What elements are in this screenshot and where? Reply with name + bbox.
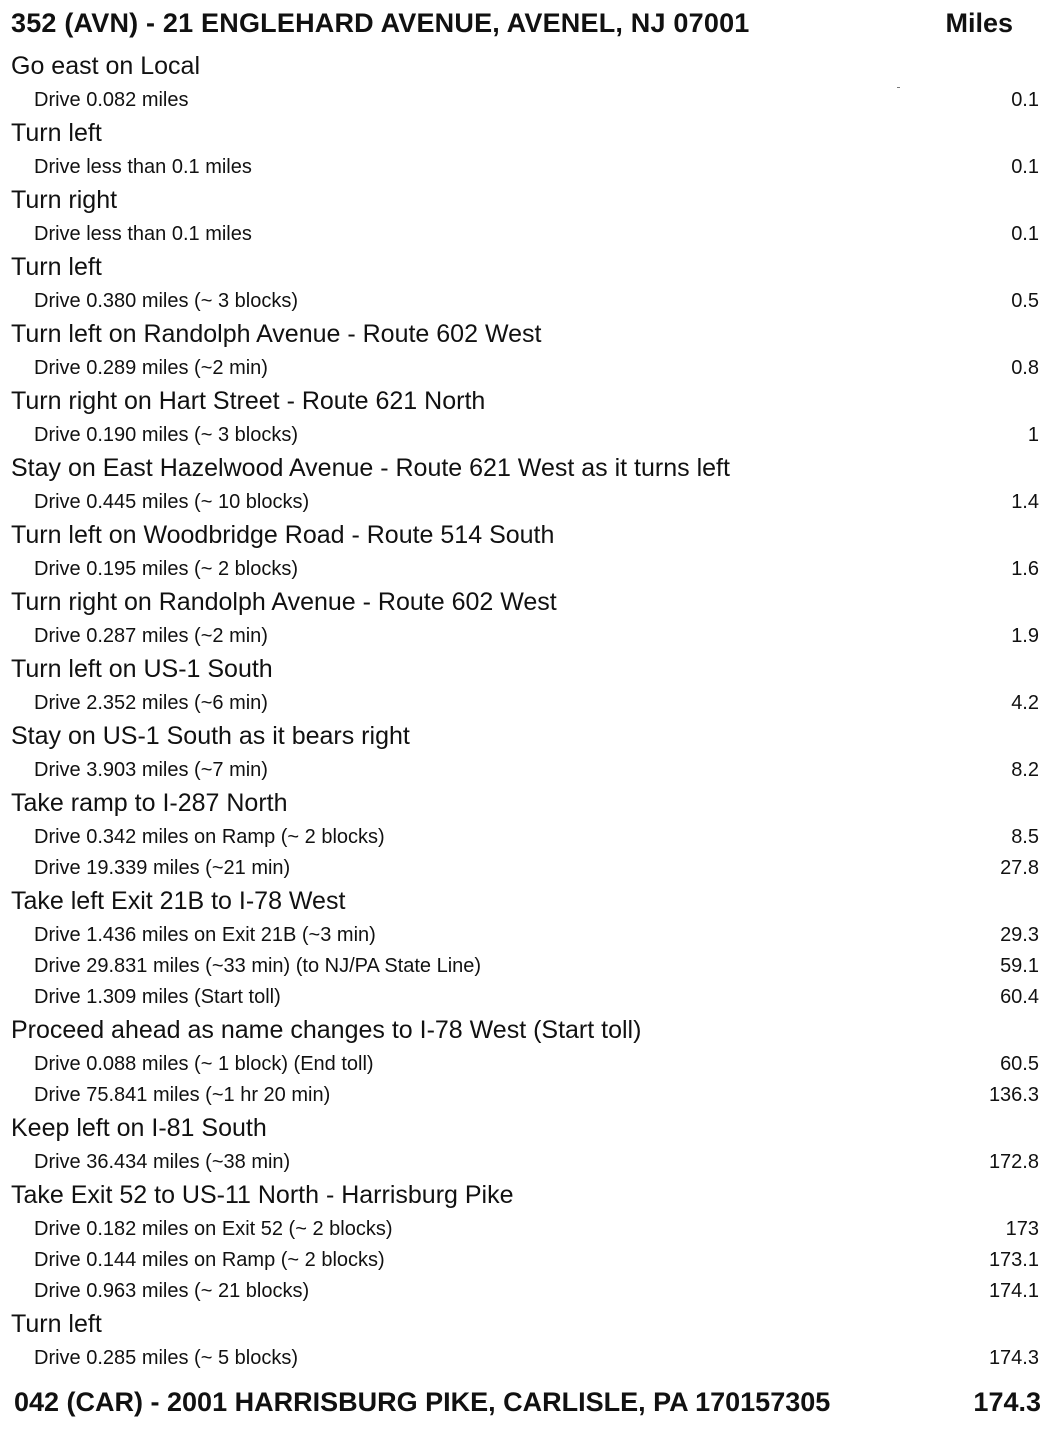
cumulative-miles: 59.1 bbox=[1000, 955, 1039, 977]
cumulative-miles: 174.3 bbox=[988, 1347, 1039, 1369]
drive-text: Drive 29.831 miles (~33 min) (to NJ/PA State Line) bbox=[34, 955, 482, 977]
cumulative-miles: 0.1 bbox=[1011, 223, 1039, 245]
drive-row bbox=[11, 1048, 1039, 1079]
cumulative-miles: 0.1 bbox=[1011, 89, 1039, 111]
step-instruction: Turn right on Randolph Avenue - Route 602 West bbox=[11, 588, 557, 616]
cumulative-miles: 0.1 bbox=[1011, 156, 1039, 178]
drive-text: Drive 0.088 miles (~ 1 block) (End toll) bbox=[34, 1053, 374, 1075]
drive-row bbox=[11, 1342, 1039, 1375]
step-instruction: Stay on East Hazelwood Avenue - Route 621 West as it turns left bbox=[11, 454, 730, 482]
drive-row bbox=[11, 620, 1039, 653]
cumulative-miles: 174.1 bbox=[988, 1280, 1039, 1302]
step-instruction: Stay on US-1 South as it bears right bbox=[11, 722, 410, 750]
drive-text: Drive 1.436 miles on Exit 21B (~3 min) bbox=[34, 924, 376, 946]
drive-text: Drive 0.380 miles (~ 3 blocks) bbox=[34, 290, 298, 312]
drive-text: Drive 0.289 miles (~2 min) bbox=[34, 357, 268, 379]
destination-address: 042 (CAR) - 2001 HARRISBURG PIKE, CARLISLE, PA 170157305 bbox=[14, 1387, 831, 1417]
drive-row bbox=[11, 419, 1039, 452]
drive-row bbox=[11, 919, 1039, 950]
miles-column-header: Miles bbox=[945, 8, 1013, 38]
drive-row bbox=[11, 950, 1039, 981]
drive-text: Drive 0.195 miles (~ 2 blocks) bbox=[34, 558, 298, 580]
drive-row bbox=[11, 1079, 1039, 1112]
cumulative-miles: 60.4 bbox=[1000, 986, 1039, 1008]
cumulative-miles: 29.3 bbox=[1000, 924, 1039, 946]
step-instruction: Turn left bbox=[11, 1310, 102, 1338]
step-instruction: Turn left bbox=[11, 119, 102, 147]
drive-row bbox=[11, 1146, 1039, 1179]
drive-text: Drive 0.287 miles (~2 min) bbox=[34, 625, 268, 647]
drive-text: Drive 0.190 miles (~ 3 blocks) bbox=[34, 424, 298, 446]
drive-text: Drive less than 0.1 miles bbox=[34, 156, 252, 178]
drive-row bbox=[11, 553, 1039, 586]
drive-row bbox=[11, 821, 1039, 852]
drive-text: Drive 3.903 miles (~7 min) bbox=[34, 759, 268, 781]
drive-row bbox=[11, 687, 1039, 720]
drive-row bbox=[11, 1275, 1039, 1308]
header bbox=[11, 8, 1041, 44]
step-instruction: Turn left bbox=[11, 253, 102, 281]
drive-row bbox=[11, 852, 1039, 885]
drive-row bbox=[11, 1213, 1039, 1244]
cumulative-miles: 0.8 bbox=[1011, 357, 1039, 379]
step-instruction: Take left Exit 21B to I-78 West bbox=[11, 887, 346, 915]
total-miles: 174.3 bbox=[973, 1387, 1041, 1417]
cumulative-miles: 8.5 bbox=[1011, 826, 1039, 848]
step-instruction: Go east on Local bbox=[11, 52, 201, 80]
step-instruction: Turn left on US-1 South bbox=[11, 655, 273, 683]
drive-text: Drive 0.342 miles on Ramp (~ 2 blocks) bbox=[34, 826, 385, 848]
drive-text: Drive 0.963 miles (~ 21 blocks) bbox=[34, 1280, 310, 1302]
cumulative-miles: 1.9 bbox=[1011, 625, 1039, 647]
cumulative-miles: 1.6 bbox=[1011, 558, 1039, 580]
cumulative-miles: 172.8 bbox=[988, 1151, 1039, 1173]
drive-text: Drive 1.309 miles (Start toll) bbox=[34, 986, 281, 1008]
cumulative-miles: 1.4 bbox=[1011, 491, 1039, 513]
directions-list bbox=[11, 50, 1039, 1375]
drive-row bbox=[11, 754, 1039, 787]
step-instruction: Keep left on I-81 South bbox=[11, 1114, 267, 1142]
drive-row bbox=[11, 981, 1039, 1014]
origin-address: 352 (AVN) - 21 ENGLEHARD AVENUE, AVENEL, NJ 07001 bbox=[11, 8, 750, 38]
step-instruction: Turn left on Randolph Avenue - Route 602 West bbox=[11, 320, 542, 348]
drive-text: Drive 75.841 miles (~1 hr 20 min) bbox=[34, 1084, 331, 1106]
drive-text: Drive 2.352 miles (~6 min) bbox=[34, 692, 268, 714]
cumulative-miles: 8.2 bbox=[1011, 759, 1039, 781]
drive-text: Drive 0.285 miles (~ 5 blocks) bbox=[34, 1347, 298, 1369]
drive-row bbox=[11, 84, 1039, 117]
cumulative-miles: 4.2 bbox=[1011, 692, 1039, 714]
step-instruction: Take Exit 52 to US-11 North - Harrisburg Pike bbox=[11, 1181, 514, 1209]
drive-text: Drive 0.182 miles on Exit 52 (~ 2 blocks) bbox=[34, 1218, 393, 1240]
cumulative-miles: 27.8 bbox=[1000, 857, 1039, 879]
step-instruction: Take ramp to I-287 North bbox=[11, 789, 288, 817]
cumulative-miles: 0.5 bbox=[1011, 290, 1039, 312]
drive-text: Drive 0.144 miles on Ramp (~ 2 blocks) bbox=[34, 1249, 385, 1271]
drive-row bbox=[11, 218, 1039, 251]
cumulative-miles: 60.5 bbox=[1000, 1053, 1039, 1075]
cumulative-miles: 173.1 bbox=[988, 1249, 1039, 1271]
step-instruction: Turn right on Hart Street - Route 621 North bbox=[11, 387, 486, 415]
drive-row bbox=[11, 151, 1039, 184]
drive-text: Drive less than 0.1 miles bbox=[34, 223, 252, 245]
drive-text: Drive 36.434 miles (~38 min) bbox=[34, 1151, 291, 1173]
step-instruction: Proceed ahead as name changes to I-78 West (Start toll) bbox=[11, 1016, 642, 1044]
cumulative-miles: 136.3 bbox=[988, 1084, 1039, 1106]
drive-row bbox=[11, 352, 1039, 385]
drive-text: Drive 0.445 miles (~ 10 blocks) bbox=[34, 491, 310, 513]
drive-text: Drive 19.339 miles (~21 min) bbox=[34, 857, 291, 879]
drive-row bbox=[11, 285, 1039, 318]
cumulative-miles: 173 bbox=[1005, 1218, 1039, 1240]
drive-row bbox=[11, 1244, 1039, 1275]
cumulative-miles: 1 bbox=[1027, 424, 1039, 446]
footer bbox=[14, 1387, 1041, 1427]
drive-text: Drive 0.082 miles bbox=[34, 89, 189, 111]
step-instruction: Turn right bbox=[11, 186, 118, 214]
step-instruction: Turn left on Woodbridge Road - Route 514 South bbox=[11, 521, 555, 549]
drive-row bbox=[11, 486, 1039, 519]
